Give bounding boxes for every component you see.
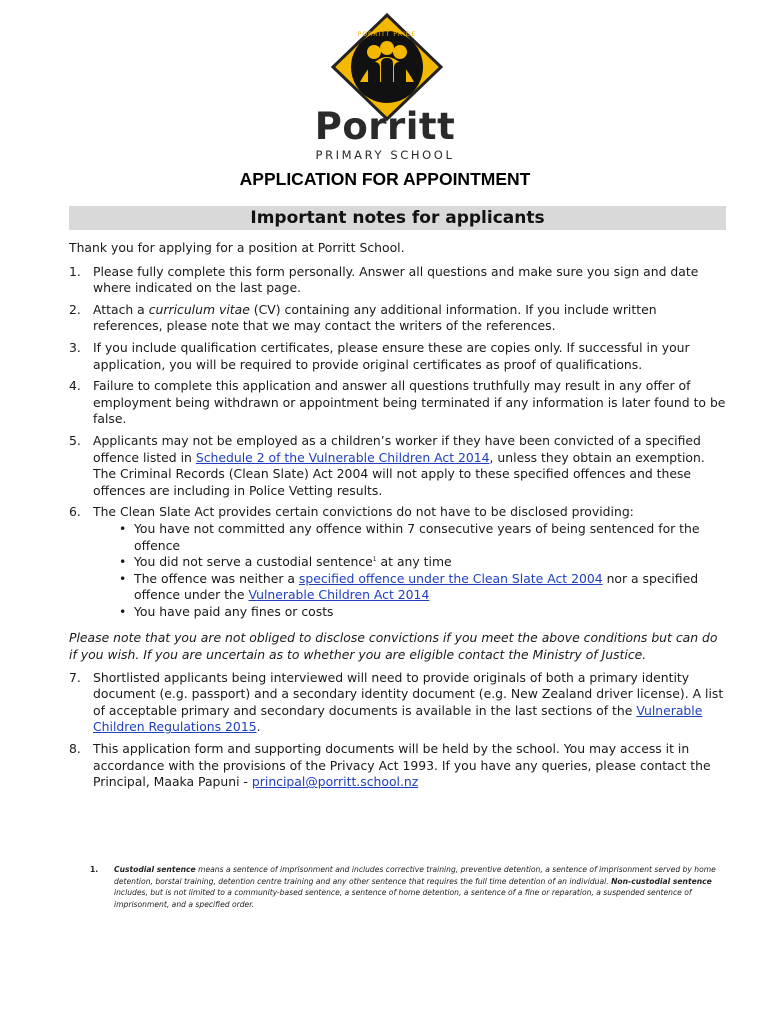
italic-note: Please note that you are not obliged to disclose convictions if you meet the above conditions but can do if you wish. If you are uncertain as to whether you are eligible contact the Ministry of Justice. xyxy=(69,630,718,663)
conditions-list xyxy=(69,521,729,621)
item-number: 5. xyxy=(69,432,81,448)
item-number: 3. xyxy=(69,339,81,355)
item-text-emphasis: curriculum vitae xyxy=(148,301,250,317)
condition-item xyxy=(119,604,729,621)
item-number: 8. xyxy=(69,741,81,757)
list-item xyxy=(69,670,729,736)
item-text: Shortlisted applicants being interviewed will need to provide originals of both a primary identity document (e.g. passport) and a secondary identity document (e.g. New Zealand driver license). A list of acceptable primary and secondary documents is available in the last sections of the xyxy=(93,669,724,718)
bullet-icon: • xyxy=(119,554,127,570)
item-text: The Clean Slate Act provides certain convictions do not have to be disclosed providing: xyxy=(93,504,634,520)
schedule-2-link[interactable]: Schedule 2 of the Vulnerable Children Act 2014 xyxy=(195,449,490,465)
condition-text: You have paid any fines or costs xyxy=(134,603,334,619)
item-number: 6. xyxy=(69,504,81,520)
footnote-body xyxy=(90,864,720,910)
list-item xyxy=(69,264,729,297)
list-item xyxy=(69,504,729,521)
school-subtitle: PRIMARY SCHOOL xyxy=(315,148,455,162)
item-text: (CV) containing any additional information. If you include written references, please note that we may contact the writers of the references. xyxy=(93,301,657,334)
notes-list xyxy=(69,264,729,521)
intro-text: Thank you for applying for a position at Porritt School. xyxy=(69,240,405,255)
notes-list-continued xyxy=(69,670,729,791)
item-text: . xyxy=(256,719,261,735)
condition-text: The offence was neither a xyxy=(134,570,299,586)
list-item xyxy=(69,302,729,335)
footnote xyxy=(90,864,720,910)
item-number: 1. xyxy=(69,263,81,279)
clean-slate-link[interactable]: specified offence under the Clean Slate Act 2004 xyxy=(298,570,603,586)
item-number: 7. xyxy=(69,669,81,685)
item-number: 4. xyxy=(69,378,81,394)
footnote-text: means a sentence of imprisonment and includes corrective training, preventive detention, a sentence of imprisonment served by home detention, borstal training, detention centre training and any other sentence that requires the full time detention of an individual. xyxy=(114,865,716,886)
bullet-icon: • xyxy=(119,570,127,586)
condition-item xyxy=(119,521,729,554)
bullet-icon: • xyxy=(119,520,127,536)
list-item xyxy=(69,741,729,791)
school-name: Porritt xyxy=(314,105,456,148)
item-text: This application form and supporting documents will be held by the school. You may access it in accordance with the provisions of the Privacy Act 1993. If you have any queries, please contact the Principal, Maaka Papuni - xyxy=(93,741,711,790)
item-text: Failure to complete this application and answer all questions truthfully may result in any offer of employment being withdrawn or appointment being terminated if any information is later found to be false. xyxy=(93,378,726,427)
notes-content xyxy=(69,240,729,796)
bullet-icon: • xyxy=(119,603,127,619)
footnote-number: 1. xyxy=(90,865,99,874)
condition-text: at any time xyxy=(376,554,452,570)
condition-item xyxy=(119,554,729,571)
regulations-link[interactable]: Vulnerable Children Regulations 2015 xyxy=(93,702,703,735)
condition-text: You have not committed any offence within 7 consecutive years of being sentenced for the offence xyxy=(134,520,700,553)
condition-text: nor a specified offence under the xyxy=(134,570,699,603)
logo-arc-text: PORRITT PRIDE xyxy=(357,31,417,38)
list-item xyxy=(69,378,729,428)
item-text: If you include qualification certificates, please ensure these are copies only. If successful in your application, you will be required to provide original certificates as proof of qualifications. xyxy=(93,339,690,372)
document-title: APPLICATION FOR APPOINTMENT xyxy=(239,169,531,189)
list-item xyxy=(69,433,729,499)
item-text: Attach a xyxy=(93,301,149,317)
item-number: 2. xyxy=(69,301,81,317)
footnote-text: includes, but is not limited to a community-based sentence, a sentence of home detention, a sentence of a fine or reparation, a suspended sentence of imprisonment, and a specified order. xyxy=(114,888,692,909)
principal-email-link[interactable]: principal@porritt.school.nz xyxy=(251,774,419,790)
condition-text: You did not serve a custodial sentence xyxy=(134,554,373,570)
condition-item xyxy=(119,571,729,604)
footnote-ref: 1 xyxy=(372,555,377,563)
footnote-term: Non-custodial sentence xyxy=(611,876,712,886)
list-item xyxy=(69,340,729,373)
item-text: Applicants may not be employed as a children’s worker if they have been convicted of a specified offence listed in xyxy=(93,432,701,465)
vulnerable-children-act-link[interactable]: Vulnerable Children Act 2014 xyxy=(248,587,430,603)
section-heading: Important notes for applicants xyxy=(69,206,726,230)
item-text: Please fully complete this form personally. Answer all questions and make sure you sign and date where indicated on the last page. xyxy=(93,263,699,296)
footnote-term: Custodial sentence xyxy=(114,865,196,874)
item-text: , unless they obtain an exemption. The Criminal Records (Clean Slate) Act 2004 will not apply to these specified offences and these offences are including in Police Vetting results. xyxy=(93,449,705,498)
